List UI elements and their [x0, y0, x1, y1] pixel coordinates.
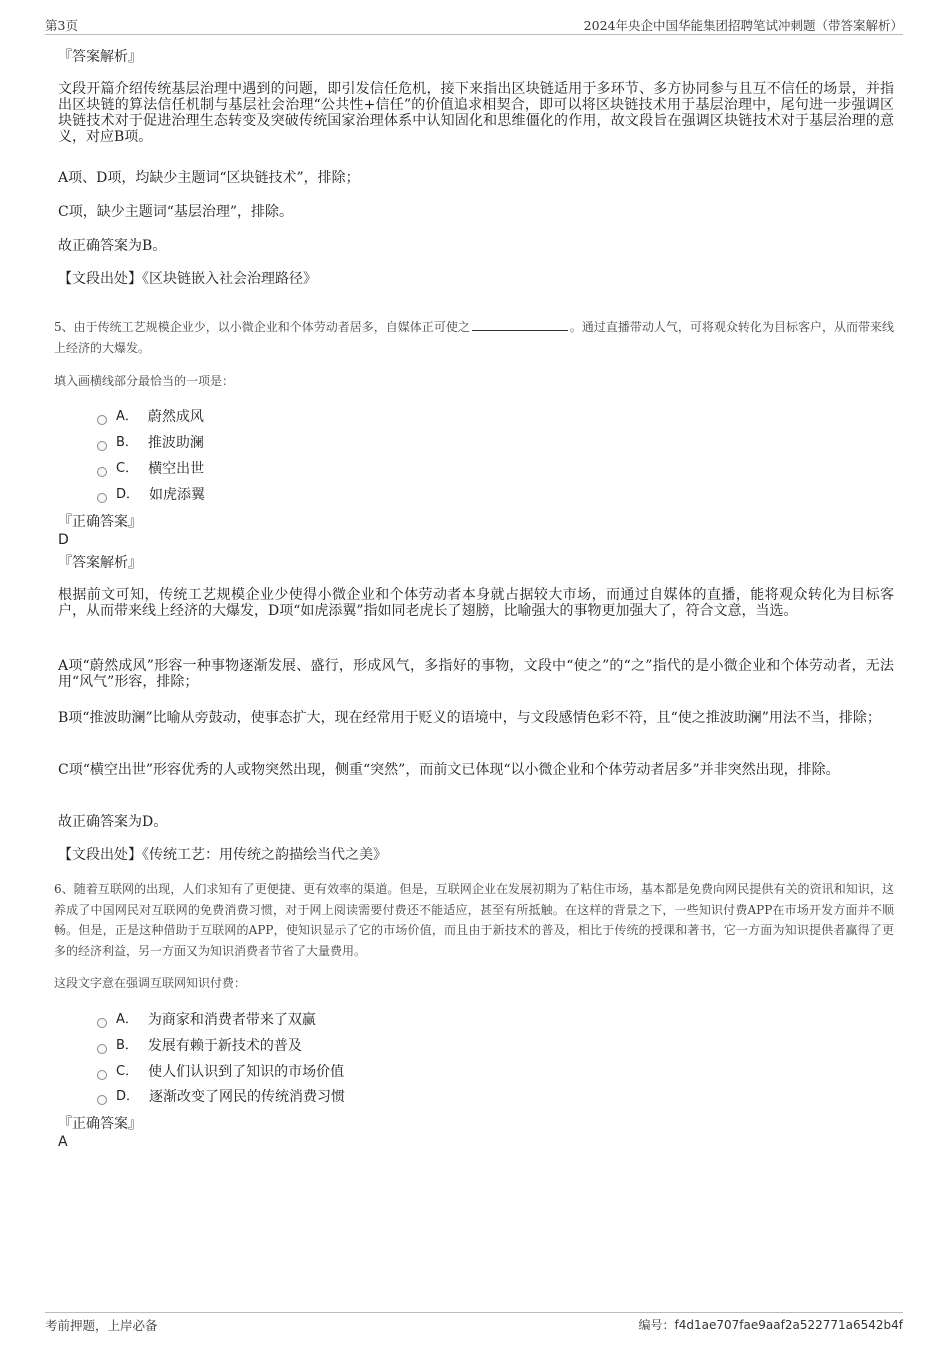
q5-option-b[interactable] — [97, 434, 204, 452]
page-label: 第3页 — [45, 18, 78, 33]
footer-slogan: 考前押题，上岸必备 — [45, 1318, 158, 1333]
q4-conclusion: 故正确答案为B。 — [58, 238, 167, 254]
option-key: B． — [116, 435, 138, 450]
q6-option-b[interactable] — [97, 1037, 302, 1055]
radio-icon[interactable] — [97, 467, 107, 477]
q5-option-a[interactable] — [97, 408, 204, 426]
q5-correct-tag: 『正确答案』 — [58, 514, 142, 530]
q6-option-c[interactable] — [97, 1063, 344, 1081]
q6-option-d[interactable] — [97, 1088, 345, 1106]
q6-option-a[interactable] — [97, 1011, 316, 1029]
q5-stem-before: 5、由于传统工艺规模企业少，以小微企业和个体劳动者居多，自媒体正可使之 — [54, 320, 470, 334]
option-key: C． — [116, 461, 139, 476]
q4-elim-1: A项、D项，均缺少主题词“区块链技术”，排除； — [58, 170, 360, 186]
q6-correct-tag: 『正确答案』 — [58, 1116, 142, 1132]
q5-stem-after: 。通过直播带动人气，可将观众转化为目标客户，从而带来线上经济的大爆发。 — [54, 320, 894, 355]
q5-conclusion: 故正确答案为D。 — [58, 814, 168, 830]
option-text: 逐渐改变了网民的传统消费习惯 — [149, 1089, 346, 1105]
q5-elim-a: A项“蔚然成风”形容一种事物逐渐发展、盛行，形成风气，多指好的事物，文段中“使之”的“之”指代的是小微企业和个体劳动者，无法用“风气”形容，排除； — [58, 658, 894, 690]
q5-stem — [54, 317, 894, 358]
option-text: 蔚然成风 — [147, 409, 204, 425]
radio-icon[interactable] — [97, 493, 107, 503]
q5-blank — [472, 318, 568, 331]
radio-icon[interactable] — [97, 441, 107, 451]
footer-code: 编号：f4d1ae707fae9aaf2a522771a6542b4f — [638, 1318, 903, 1332]
option-text: 如虎添翼 — [149, 487, 206, 503]
radio-icon[interactable] — [97, 415, 107, 425]
q5-source: 【文段出处】《传统工艺：用传统之韵描绘当代之美》 — [58, 847, 387, 863]
q4-analysis-text: 文段开篇介绍传统基层治理中遇到的问题，即引发信任危机，接下来指出区块链适用于多环节、多方协同参与且互不信任的场景，并指出区块链的算法信任机制与基层社会治理“公共性+信任”的价值追求相契合，即可以将区块链技术用于基层治理中，尾句进一步强调区块链技术对于促进治理生态转变及突破传统国家治理体系中认知固化和思维僵化的作用，故文段旨在强调区块链技术对于基层治理的意义，对应B项。 — [58, 81, 894, 145]
option-key: D． — [116, 1089, 140, 1104]
q4-source: 【文段出处】《区块链嵌入社会治理路径》 — [58, 271, 317, 287]
q5-correct-answer: D — [58, 532, 69, 548]
radio-icon[interactable] — [97, 1044, 107, 1054]
radio-icon[interactable] — [97, 1018, 107, 1028]
q5-prompt: 填入画横线部分最恰当的一项是： — [54, 374, 235, 388]
option-text: 横空出世 — [148, 461, 205, 477]
doc-title: 2024年央企中国华能集团招聘笔试冲刺题（带答案解析） — [583, 18, 903, 33]
radio-icon[interactable] — [97, 1095, 107, 1105]
radio-icon[interactable] — [97, 1070, 107, 1080]
q6-prompt: 这段文字意在强调互联网知识付费： — [54, 976, 247, 990]
q5-option-d[interactable] — [97, 486, 205, 504]
page-header — [45, 14, 903, 35]
page-footer — [45, 1312, 903, 1333]
option-key: B． — [116, 1038, 138, 1053]
option-text: 使人们认识到了知识的市场价值 — [148, 1064, 345, 1080]
option-key: A． — [116, 1012, 138, 1027]
option-key: A． — [116, 409, 138, 424]
q6-correct-answer: A — [58, 1134, 68, 1150]
option-text: 发展有赖于新技术的普及 — [147, 1038, 302, 1054]
q4-analysis-tag: 『答案解析』 — [58, 49, 142, 65]
q5-elim-b: B项“推波助澜”比喻从旁鼓动，使事态扩大，现在经常用于贬义的语境中，与文段感情色彩不符，且“使之推波助澜”用法不当，排除； — [58, 710, 881, 726]
q6-stem: 6、随着互联网的出现，人们求知有了更便捷、更有效率的渠道。但是，互联网企业在发展初期为了粘住市场，基本都是免费向网民提供有关的资讯和知识，这养成了中国网民对互联网的免费消费习惯，对于网上阅读需要付费还不能适应，甚至有所抵触。在这样的背景之下，一些知识付费APP在市场开发方面并不顺畅。但是，正是这种借助于互联网的APP，使知识显示了它的市场价值，而且由于新技术的普及，相比于传统的授课和著书，它一方面为知识提供者赢得了更多的经济利益，另一方面又为知识消费者节省了大量费用。 — [54, 882, 894, 958]
q5-elim-c: C项“横空出世”形容优秀的人或物突然出现，侧重“突然”，而前文已体现“以小微企业和个体劳动者居多”并非突然出现，排除。 — [58, 762, 840, 778]
option-key: D． — [116, 487, 140, 502]
option-key: C． — [116, 1064, 139, 1079]
option-text: 推波助澜 — [147, 435, 204, 451]
q5-option-c[interactable] — [97, 460, 204, 478]
q4-elim-2: C项，缺少主题词“基层治理”，排除。 — [58, 204, 294, 220]
option-text: 为商家和消费者带来了双赢 — [147, 1012, 316, 1028]
q5-analysis-text: 根据前文可知，传统工艺规模企业少使得小微企业和个体劳动者本身就占据较大市场，而通过自媒体的直播，能将观众转化为目标客户，从而带来线上经济的大爆发，D项“如虎添翼”指如同老虎长了翅膀，比喻强大的事物更加强大了，符合文意，当选。 — [58, 587, 894, 619]
q5-analysis-tag: 『答案解析』 — [58, 555, 142, 571]
